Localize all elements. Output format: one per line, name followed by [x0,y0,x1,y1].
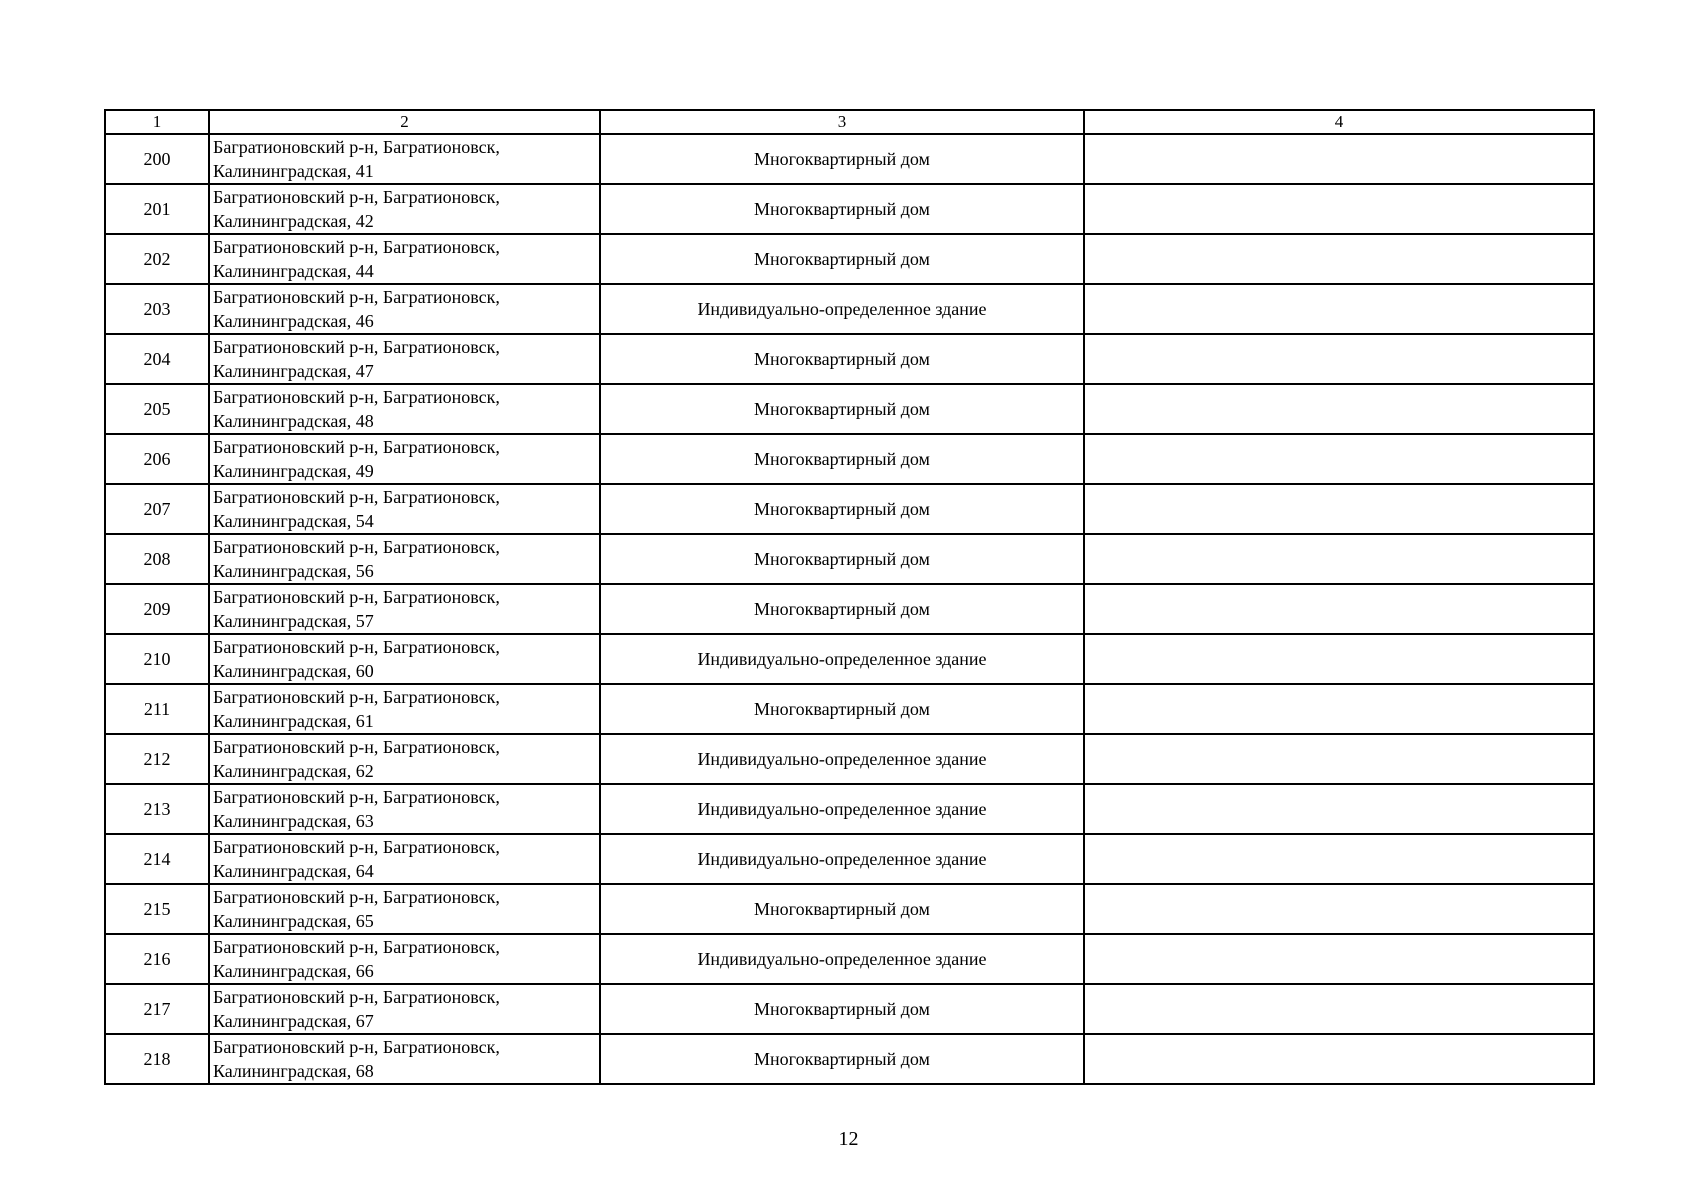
table-row [105,534,1594,584]
row-number: 218 [105,1034,209,1084]
column-4-cell [1084,634,1594,684]
address-line-2: Калининградская, 60 [213,661,374,681]
building-type-cell: Многоквартирный дом [600,434,1084,484]
address-line-2: Калининградская, 61 [213,711,374,731]
row-number: 205 [105,384,209,434]
address-line-1: Багратионовский р-н, Багратионовск, [213,887,500,907]
address-cell [209,434,600,484]
row-number: 204 [105,334,209,384]
address-line-1: Багратионовский р-н, Багратионовск, [213,937,500,957]
table-row [105,184,1594,234]
address-line-1: Багратионовский р-н, Багратионовск, [213,637,500,657]
building-type-cell: Многоквартирный дом [600,334,1084,384]
building-type-cell: Индивидуально-определенное здание [600,734,1084,784]
row-number: 200 [105,134,209,184]
building-type-cell: Индивидуально-определенное здание [600,784,1084,834]
address-line-2: Калининградская, 68 [213,1061,374,1081]
address-cell [209,634,600,684]
address-cell [209,934,600,984]
building-type-cell: Многоквартирный дом [600,1034,1084,1084]
table-row [105,634,1594,684]
building-type-cell: Индивидуально-определенное здание [600,284,1084,334]
address-cell [209,284,600,334]
address-cell [209,234,600,284]
table-row [105,234,1594,284]
address-line-1: Багратионовский р-н, Багратионовск, [213,437,500,457]
buildings-table [104,109,1595,1085]
address-line-2: Калининградская, 42 [213,211,374,231]
building-type-cell: Многоквартирный дом [600,384,1084,434]
address-line-2: Калининградская, 44 [213,261,374,281]
building-type-cell: Многоквартирный дом [600,534,1084,584]
table-row [105,584,1594,634]
building-type-cell: Многоквартирный дом [600,234,1084,284]
column-header-1: 1 [105,110,209,134]
column-header-4: 4 [1084,110,1594,134]
column-4-cell [1084,284,1594,334]
address-line-1: Багратионовский р-н, Багратионовск, [213,787,500,807]
table-row [105,934,1594,984]
address-line-1: Багратионовский р-н, Багратионовск, [213,987,500,1007]
building-type-cell: Многоквартирный дом [600,134,1084,184]
column-4-cell [1084,534,1594,584]
address-line-1: Багратионовский р-н, Багратионовск, [213,687,500,707]
table-row [105,484,1594,534]
table-row [105,984,1594,1034]
address-line-1: Багратионовский р-н, Багратионовск, [213,287,500,307]
address-line-2: Калининградская, 64 [213,861,374,881]
address-line-1: Багратионовский р-н, Багратионовск, [213,487,500,507]
column-4-cell [1084,184,1594,234]
column-4-cell [1084,984,1594,1034]
address-line-2: Калининградская, 57 [213,611,374,631]
address-line-1: Багратионовский р-н, Багратионовск, [213,137,500,157]
address-cell [209,984,600,1034]
table-row [105,434,1594,484]
table-row [105,884,1594,934]
address-cell [209,134,600,184]
table-row [105,284,1594,334]
column-header-3: 3 [600,110,1084,134]
address-line-1: Багратионовский р-н, Багратионовск, [213,187,500,207]
address-cell [209,684,600,734]
table-row [105,1034,1594,1084]
column-4-cell [1084,884,1594,934]
column-4-cell [1084,734,1594,784]
row-number: 207 [105,484,209,534]
address-cell [209,334,600,384]
table-row [105,134,1594,184]
row-number: 215 [105,884,209,934]
address-line-1: Багратионовский р-н, Багратионовск, [213,1037,500,1057]
address-cell [209,834,600,884]
building-type-cell: Многоквартирный дом [600,584,1084,634]
column-4-cell [1084,484,1594,534]
row-number: 216 [105,934,209,984]
row-number: 210 [105,634,209,684]
building-type-cell: Многоквартирный дом [600,884,1084,934]
column-4-cell [1084,1034,1594,1084]
page-number: 12 [838,1128,859,1150]
column-header-2: 2 [209,110,600,134]
row-number: 202 [105,234,209,284]
address-cell [209,384,600,434]
address-line-2: Калининградская, 41 [213,161,374,181]
address-cell [209,184,600,234]
row-number: 211 [105,684,209,734]
row-number: 203 [105,284,209,334]
column-4-cell [1084,684,1594,734]
column-4-cell [1084,834,1594,884]
table-header [105,110,1594,134]
row-number: 201 [105,184,209,234]
address-line-2: Калининградская, 54 [213,511,374,531]
row-number: 214 [105,834,209,884]
row-number: 206 [105,434,209,484]
address-line-2: Калининградская, 47 [213,361,374,381]
address-line-1: Багратионовский р-н, Багратионовск, [213,537,500,557]
row-number: 212 [105,734,209,784]
column-4-cell [1084,134,1594,184]
row-number: 213 [105,784,209,834]
header-row [105,110,1594,134]
table-row [105,384,1594,434]
row-number: 209 [105,584,209,634]
address-line-1: Багратионовский р-н, Багратионовск, [213,387,500,407]
address-line-2: Калининградская, 56 [213,561,374,581]
address-cell [209,484,600,534]
address-line-2: Калининградская, 65 [213,911,374,931]
address-cell [209,784,600,834]
address-line-2: Калининградская, 62 [213,761,374,781]
address-cell [209,734,600,784]
address-cell [209,884,600,934]
address-line-2: Калининградская, 46 [213,311,374,331]
address-cell [209,534,600,584]
address-line-2: Калининградская, 67 [213,1011,374,1031]
column-4-cell [1084,784,1594,834]
address-line-1: Багратионовский р-н, Багратионовск, [213,837,500,857]
address-line-2: Калининградская, 66 [213,961,374,981]
column-4-cell [1084,584,1594,634]
building-type-cell: Индивидуально-определенное здание [600,634,1084,684]
table-row [105,784,1594,834]
column-4-cell [1084,434,1594,484]
building-type-cell: Индивидуально-определенное здание [600,834,1084,884]
building-type-cell: Многоквартирный дом [600,984,1084,1034]
address-line-2: Калининградская, 48 [213,411,374,431]
table-row [105,734,1594,784]
address-cell [209,1034,600,1084]
building-type-cell: Многоквартирный дом [600,684,1084,734]
address-line-1: Багратионовский р-н, Багратионовск, [213,587,500,607]
building-type-cell: Индивидуально-определенное здание [600,934,1084,984]
building-type-cell: Многоквартирный дом [600,184,1084,234]
column-4-cell [1084,334,1594,384]
column-4-cell [1084,384,1594,434]
row-number: 217 [105,984,209,1034]
row-number: 208 [105,534,209,584]
address-line-1: Багратионовский р-н, Багратионовск, [213,237,500,257]
column-4-cell [1084,234,1594,284]
address-line-1: Багратионовский р-н, Багратионовск, [213,337,500,357]
table-row [105,334,1594,384]
address-line-1: Багратионовский р-н, Багратионовск, [213,737,500,757]
building-type-cell: Многоквартирный дом [600,484,1084,534]
address-line-2: Калининградская, 49 [213,461,374,481]
table-row [105,834,1594,884]
table-body [105,134,1594,1084]
address-line-2: Калининградская, 63 [213,811,374,831]
table-row [105,684,1594,734]
address-cell [209,584,600,634]
column-4-cell [1084,934,1594,984]
